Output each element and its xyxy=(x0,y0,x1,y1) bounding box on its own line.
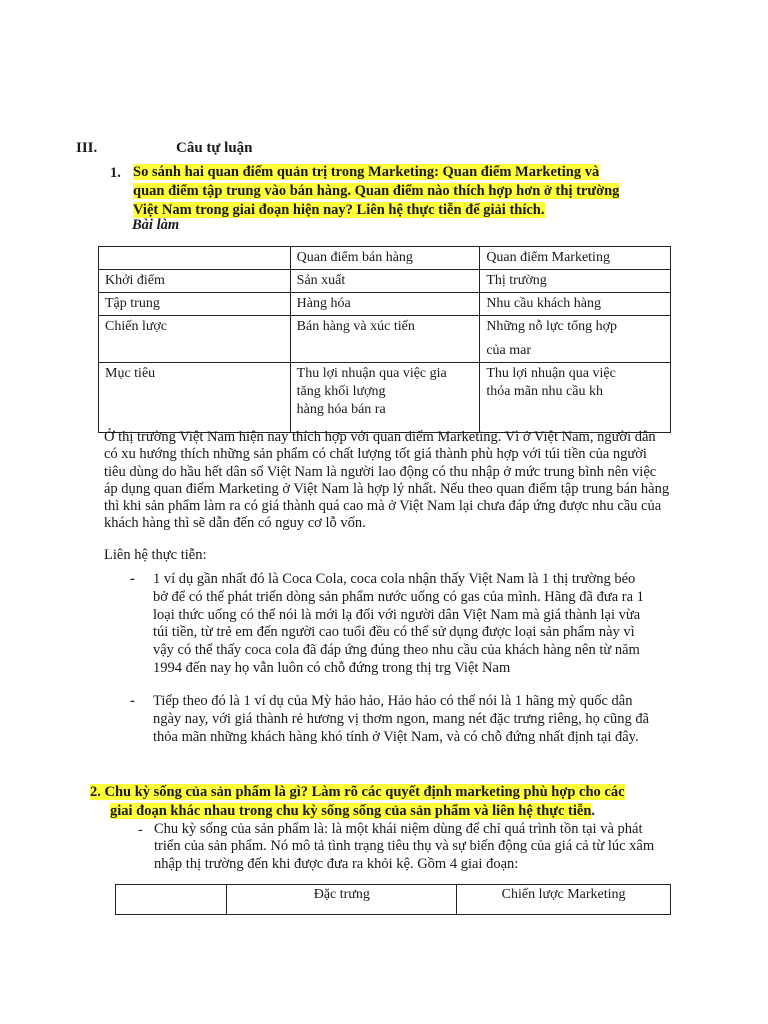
bullet-text-hao-hao: Tiếp theo đó là 1 ví dụ của Mỳ hảo hảo, Hảo hảo có thể nói là 1 hãng mỳ quốc dân ngày nay, với giá thành rẻ hương vị thơm ngon, mang nét đặc trưng riêng, họ cũng đã thỏa mãn những khách hàng khó tính ở Việt Nam, và có chỗ đứng nhất định tại đây. xyxy=(153,693,650,745)
table-row xyxy=(99,363,671,433)
answer-paragraph: Ở thị trường Việt Nam hiện nay thích hợp với quan điểm Marketing. Vì ở Việt Nam, người dân có xu hướng thích những sản phẩm có chất lượng tốt giá thành phù hợp với túi tiền của người tiêu dùng do hầu hết dân số Việt Nam là người lao động có thu nhập ở mức trung bình nên việc áp dụng quan điểm Marketing ở Việt Nam là hợp lý nhất. Nếu theo quan điểm tập trung bán hàng thì khi sản phẩm làm ra có giá thành quá cao mà ở Việt Nam lại chưa đáp ứng được nhu cầu của khách hàng thì sẽ dẫn đến có nguy cơ lỗ vốn. xyxy=(104,429,670,532)
section-title: Câu tự luận xyxy=(176,140,253,156)
table-row xyxy=(99,293,671,316)
table-header-cell: Quan điểm bán hàng xyxy=(290,247,480,270)
comparison-table xyxy=(98,246,671,433)
marketing-cell-line: Những nỗ lực tổng hợp xyxy=(486,319,617,334)
marketing-cell-line: của mar xyxy=(486,343,532,358)
question-1-number: 1. xyxy=(110,165,121,181)
row-label: Chiến lược xyxy=(99,316,291,363)
definition-text: Chu kỳ sống của sản phẩm là: là một khái niệm dùng để chỉ quá trình tồn tại và phát triển của sản phẩm. Nó mô tả tình trạng tiêu thụ và sự biến động của giá cả từ lúc xâm nhập thị trường đến khi được đưa ra khỏi kệ. Gồm 4 giai đoạn: xyxy=(154,821,655,872)
sales-cell-line: tăng khối lượng xyxy=(296,384,386,399)
marketing-cell-line: Thu lợi nhuận qua việc xyxy=(486,366,616,381)
sales-cell: Hàng hóa xyxy=(290,293,480,316)
marketing-cell: Nhu cầu khách hàng xyxy=(480,293,671,316)
question-1-line-3: Việt Nam trong giai đoạn hiện nay? Liên hệ thực tiễn để giải thích. xyxy=(133,202,545,218)
row-label: Mục tiêu xyxy=(99,363,291,433)
question-2-line-1: 2. Chu kỳ sống của sản phẩm là gì? Làm rõ các quyết định marketing phù hợp cho các xyxy=(90,784,625,800)
sales-cell: Bán hàng và xúc tiến xyxy=(290,316,480,363)
lien-he-label: Liên hệ thực tiễn: xyxy=(104,547,207,563)
row-label: Tập trung xyxy=(99,293,291,316)
marketing-cell: Thị trường xyxy=(480,270,671,293)
question-1-line-1: So sánh hai quan điểm quản trị trong Marketing: Quan điểm Marketing và xyxy=(133,164,600,180)
table-header-row xyxy=(99,247,671,270)
marketing-cell-line: thỏa mãn nhu cầu kh xyxy=(486,384,603,399)
question-2-line-2: giai đoạn khác nhau trong chu kỳ sống sống của sản phẩm và liên hệ thực tiễn xyxy=(110,803,592,819)
bullet-text-coca-cola: 1 ví dụ gần nhất đó là Coca Cola, coca cola nhận thấy Việt Nam là 1 thị trường béo bở để có thể phát triển dòng sản phẩm nước uống có gas của mình. Hãng đã đưa ra 1 loại thức uống có thể nói là mới lạ đối với người dân Việt Nam mà giá thành lại vừa túi tiền, từ trẻ em đến người cao tuổi đều có thể sử dụng được loại sản phẩm này vì vậy có thể thấy coca cola đã đáp ứng đúng theo nhu cầu của khách hàng nên từ năm 1994 đến nay họ vẫn luôn có chỗ đứng trong thị trg Việt Nam xyxy=(153,571,644,676)
question-2-period: . xyxy=(591,803,596,819)
sales-cell-line: hàng hóa bán ra xyxy=(296,402,386,417)
sales-cell: Sản xuất xyxy=(290,270,480,293)
section-number: III. xyxy=(76,140,98,156)
bai-lam-heading: Bài làm xyxy=(132,217,180,233)
table-header-cell: Đặc trưng xyxy=(227,885,457,915)
table-row xyxy=(99,270,671,293)
table-header-cell xyxy=(116,885,227,915)
lifecycle-table xyxy=(115,884,671,915)
table-header-cell: Quan điểm Marketing xyxy=(480,247,671,270)
row-label: Khởi điểm xyxy=(99,270,291,293)
marketing-cell xyxy=(480,316,671,363)
bullet-dash: - xyxy=(130,571,135,587)
table-header-cell xyxy=(99,247,291,270)
question-1-text xyxy=(133,163,663,220)
table-header-row xyxy=(116,885,671,915)
bullet-dash: - xyxy=(130,693,135,709)
sales-cell xyxy=(290,363,480,433)
sales-cell-line: Thu lợi nhuận qua việc gia xyxy=(296,366,447,381)
question-2-text xyxy=(90,783,680,821)
table-row xyxy=(99,316,671,363)
definition-dash: - xyxy=(138,822,143,838)
marketing-cell xyxy=(480,363,671,433)
question-1-line-2: quan điểm tập trung vào bán hàng. Quan điểm nào thích hợp hơn ở thị trường xyxy=(133,183,620,199)
table-header-cell: Chiến lược Marketing xyxy=(457,885,671,915)
